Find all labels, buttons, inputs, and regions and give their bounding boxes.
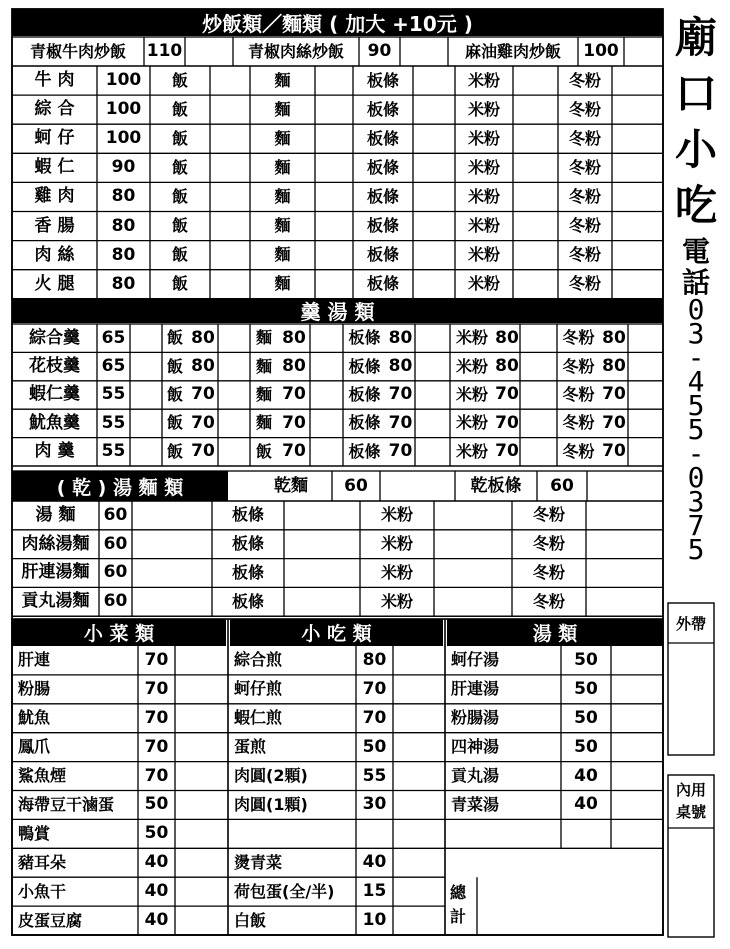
soup-noodle-option-2: 冬粉 bbox=[532, 505, 565, 525]
thick-option-label: 冬粉 bbox=[562, 356, 595, 376]
total-char: 總 bbox=[450, 883, 467, 903]
fried-option-4: 冬粉 bbox=[568, 186, 601, 206]
side-dish-price: 40 bbox=[144, 881, 169, 902]
dinein-label-2: 桌號 bbox=[675, 802, 706, 821]
thick-row-name: 花枝羹 bbox=[29, 356, 80, 377]
thick-option-label: 冬粉 bbox=[562, 328, 595, 348]
fried-row-price: 80 bbox=[111, 273, 136, 294]
snack-price: 55 bbox=[362, 765, 387, 786]
fried-option-1: 麵 bbox=[274, 245, 291, 265]
fried-option-4: 冬粉 bbox=[568, 128, 601, 148]
fried-row-price: 100 bbox=[105, 128, 142, 149]
thick-option-label: 飯 bbox=[166, 356, 183, 376]
special-item-name: 青椒肉絲炒飯 bbox=[247, 41, 344, 61]
soup-noodle-option-1: 米粉 bbox=[380, 562, 413, 582]
thick-option-price: 70 bbox=[191, 384, 215, 405]
fried-row-name: 雞 肉 bbox=[34, 186, 75, 207]
fried-option-1: 麵 bbox=[274, 157, 291, 177]
soup-price: 50 bbox=[574, 649, 598, 670]
snack-price: 15 bbox=[362, 881, 387, 902]
soup-noodle-option-0: 板條 bbox=[231, 591, 264, 611]
dry-rice-noodle-price: 60 bbox=[550, 475, 574, 496]
soup-noodle-header: ( 乾 ) 湯 麵 類 bbox=[12, 471, 228, 501]
thick-soup-header: 羹 湯 類 bbox=[12, 298, 663, 323]
soup-name: 粉腸湯 bbox=[451, 708, 500, 728]
side-dish-name: 粉腸 bbox=[18, 679, 51, 699]
thick-row-price: 55 bbox=[101, 384, 126, 405]
soup-noodle-row-name: 肉絲湯麵 bbox=[21, 533, 90, 554]
soup-noodle-row-price: 60 bbox=[103, 533, 128, 554]
thick-row-name: 綜合羹 bbox=[29, 327, 80, 348]
side-dish-price: 50 bbox=[144, 794, 169, 815]
side-dish-price: 70 bbox=[144, 649, 169, 670]
thick-option-price: 70 bbox=[282, 441, 306, 462]
side-dish-price: 40 bbox=[144, 910, 169, 931]
side-dish-name: 鴨賞 bbox=[18, 823, 51, 843]
fried-option-0: 飯 bbox=[171, 186, 188, 206]
fried-row-name: 火 腿 bbox=[34, 273, 75, 294]
snack-price: 80 bbox=[362, 649, 387, 670]
thick-option-label: 板條 bbox=[348, 328, 381, 348]
soup-noodle-row-price: 60 bbox=[103, 562, 128, 583]
shop-name bbox=[668, 10, 724, 234]
fried-option-3: 米粉 bbox=[467, 99, 500, 119]
fried-option-2: 板條 bbox=[366, 128, 399, 148]
phone-label-char: 電 bbox=[681, 235, 710, 268]
fried-option-1: 麵 bbox=[274, 128, 291, 148]
fried-option-3: 米粉 bbox=[467, 157, 500, 177]
fried-option-3: 米粉 bbox=[467, 274, 500, 294]
fried-option-0: 飯 bbox=[171, 245, 188, 265]
snack-name: 蚵仔煎 bbox=[234, 679, 283, 699]
soup-noodle-row-price: 60 bbox=[103, 591, 128, 612]
thick-option-price: 80 bbox=[191, 356, 215, 377]
fried-row-price: 90 bbox=[111, 157, 136, 178]
fried-option-2: 板條 bbox=[366, 274, 399, 294]
thick-option-label: 麵 bbox=[255, 384, 272, 404]
fried-option-1: 麵 bbox=[274, 274, 291, 294]
phone-digit: 4 bbox=[687, 365, 705, 398]
side-dish-name: 豬耳朵 bbox=[18, 852, 67, 872]
thick-option-price: 70 bbox=[191, 441, 215, 462]
phone-digit: 5 bbox=[687, 389, 705, 422]
fried-option-3: 米粉 bbox=[467, 128, 500, 148]
special-item-name: 麻油雞肉炒飯 bbox=[464, 41, 561, 61]
fried-option-1: 麵 bbox=[274, 216, 291, 236]
snack-name: 綜合煎 bbox=[234, 650, 283, 670]
thick-option-price: 70 bbox=[495, 412, 519, 433]
fried-option-2: 板條 bbox=[366, 245, 399, 265]
fried-option-2: 板條 bbox=[366, 99, 399, 119]
sides-header: 小 菜 類 bbox=[12, 619, 226, 646]
thick-option-label: 板條 bbox=[348, 384, 381, 404]
soup-noodle-row-name: 貢丸湯麵 bbox=[21, 591, 90, 612]
dry-noodle-price: 60 bbox=[344, 475, 368, 496]
fried-option-3: 米粉 bbox=[467, 70, 500, 90]
thick-option-price: 70 bbox=[388, 412, 413, 433]
takeout-label: 外帶 bbox=[675, 614, 706, 633]
thick-option-label: 板條 bbox=[348, 356, 381, 376]
soup-price: 50 bbox=[574, 678, 598, 699]
thick-option-price: 70 bbox=[388, 441, 413, 462]
side-dish-price: 70 bbox=[144, 736, 169, 757]
fried-row-name: 牛 肉 bbox=[34, 70, 75, 91]
thick-option-price: 70 bbox=[282, 412, 306, 433]
fried-option-0: 飯 bbox=[171, 99, 188, 119]
snack-price: 10 bbox=[362, 910, 387, 931]
phone-digit: 0 bbox=[687, 461, 705, 494]
soup-name: 肝連湯 bbox=[451, 679, 500, 699]
soup-noodle-option-1: 米粉 bbox=[380, 534, 413, 554]
thick-row-price: 55 bbox=[101, 441, 126, 462]
fried-option-3: 米粉 bbox=[467, 245, 500, 265]
thick-option-label: 飯 bbox=[166, 328, 183, 348]
special-item-price: 110 bbox=[146, 41, 183, 61]
soup-noodle-option-2: 冬粉 bbox=[532, 534, 565, 554]
snack-price: 50 bbox=[362, 736, 387, 757]
soup-name: 貢丸湯 bbox=[451, 766, 500, 786]
side-dish-name: 鯊魚煙 bbox=[18, 766, 67, 786]
soup-noodle-row-price: 60 bbox=[103, 504, 128, 525]
phone-digit: 0 bbox=[687, 293, 705, 326]
fried-option-0: 飯 bbox=[171, 216, 188, 236]
snacks-header: 小 吃 類 bbox=[230, 619, 443, 646]
fried-option-1: 麵 bbox=[274, 186, 291, 206]
fried-option-3: 米粉 bbox=[467, 216, 500, 236]
thick-option-price: 70 bbox=[602, 384, 626, 405]
fried-option-2: 板條 bbox=[366, 186, 399, 206]
thick-row-name: 肉 羹 bbox=[34, 441, 75, 462]
thick-row-price: 55 bbox=[101, 412, 126, 433]
special-item-price: 90 bbox=[367, 41, 392, 61]
thick-option-label: 麵 bbox=[255, 328, 272, 348]
thick-option-price: 80 bbox=[388, 327, 413, 348]
soup-noodle-option-2: 冬粉 bbox=[532, 591, 565, 611]
side-dish-name: 海帶豆干滷蛋 bbox=[18, 794, 115, 814]
fried-option-2: 板條 bbox=[366, 157, 399, 177]
side-dish-name: 小魚干 bbox=[18, 881, 67, 901]
thick-row-name: 魷魚羹 bbox=[29, 412, 80, 433]
snack-name: 白飯 bbox=[234, 910, 267, 930]
thick-option-label: 飯 bbox=[166, 413, 183, 433]
fried-row-price: 100 bbox=[105, 70, 142, 91]
soup-noodle-option-2: 冬粉 bbox=[532, 562, 565, 582]
thick-option-label: 米粉 bbox=[455, 441, 488, 461]
thick-row-price: 65 bbox=[101, 327, 126, 348]
thick-option-label: 麵 bbox=[255, 356, 272, 376]
thick-option-price: 70 bbox=[602, 412, 626, 433]
fried-option-4: 冬粉 bbox=[568, 99, 601, 119]
thick-option-price: 80 bbox=[282, 356, 306, 377]
snack-name: 蝦仁煎 bbox=[234, 708, 283, 728]
fried-row-name: 蝦 仁 bbox=[34, 157, 75, 178]
fried-option-3: 米粉 bbox=[467, 186, 500, 206]
thick-option-price: 80 bbox=[495, 356, 519, 377]
fried-row-name: 肉 絲 bbox=[34, 244, 75, 265]
snack-name: 蛋煎 bbox=[234, 737, 267, 757]
snack-price: 40 bbox=[362, 852, 387, 873]
special-item-name: 青椒牛肉炒飯 bbox=[29, 41, 126, 61]
thick-option-price: 80 bbox=[191, 327, 215, 348]
phone-label-char: 話 bbox=[681, 266, 710, 299]
fried-row-name: 綜 合 bbox=[34, 99, 75, 120]
fried-option-0: 飯 bbox=[171, 70, 188, 90]
fried-row-price: 80 bbox=[111, 244, 136, 265]
dry-noodle-name: 乾麵 bbox=[274, 475, 308, 496]
phone-block bbox=[672, 235, 720, 566]
shop-name-char: 廟 bbox=[674, 13, 717, 62]
side-dish-price: 70 bbox=[144, 707, 169, 728]
thick-option-price: 70 bbox=[191, 412, 215, 433]
thick-row-price: 65 bbox=[101, 356, 126, 377]
fried-option-0: 飯 bbox=[171, 274, 188, 294]
thick-option-price: 70 bbox=[282, 384, 306, 405]
thick-option-price: 80 bbox=[602, 327, 626, 348]
thick-option-label: 米粉 bbox=[455, 413, 488, 433]
soup-noodle-option-1: 米粉 bbox=[380, 591, 413, 611]
thick-option-label: 冬粉 bbox=[562, 384, 595, 404]
thick-option-label: 米粉 bbox=[455, 384, 488, 404]
snack-price: 70 bbox=[362, 707, 387, 728]
thick-option-label: 米粉 bbox=[455, 328, 488, 348]
soup-name: 青菜湯 bbox=[451, 794, 500, 814]
total-char: 計 bbox=[450, 907, 467, 927]
soup-noodle-option-0: 板條 bbox=[231, 505, 264, 525]
thick-option-label: 飯 bbox=[166, 441, 183, 461]
fried-option-2: 板條 bbox=[366, 216, 399, 236]
shop-name-char: 吃 bbox=[674, 181, 717, 230]
fried-row-name: 蚵 仔 bbox=[34, 128, 75, 149]
fried-option-4: 冬粉 bbox=[568, 245, 601, 265]
thick-option-label: 冬粉 bbox=[562, 413, 595, 433]
shop-name-char: 口 bbox=[674, 69, 717, 118]
phone-digit: 5 bbox=[687, 413, 705, 446]
side-dish-name: 鳳爪 bbox=[18, 737, 51, 757]
soup-noodle-row-name: 肝連湯麵 bbox=[21, 562, 90, 583]
fried-option-0: 飯 bbox=[171, 157, 188, 177]
side-dish-price: 70 bbox=[144, 765, 169, 786]
fried-option-4: 冬粉 bbox=[568, 70, 601, 90]
side-dish-name: 魷魚 bbox=[18, 708, 51, 728]
thick-row-name: 蝦仁羹 bbox=[29, 384, 80, 405]
thick-option-price: 80 bbox=[602, 356, 626, 377]
snack-price: 70 bbox=[362, 678, 387, 699]
dry-rice-noodle-name: 乾板條 bbox=[470, 475, 522, 496]
fried-option-2: 板條 bbox=[366, 70, 399, 90]
soup-noodle-option-0: 板條 bbox=[231, 534, 264, 554]
snack-name: 荷包蛋(全/半) bbox=[234, 881, 335, 901]
thick-option-price: 80 bbox=[495, 327, 519, 348]
fried-option-1: 麵 bbox=[274, 70, 291, 90]
side-dish-price: 50 bbox=[144, 823, 169, 844]
thick-option-label: 冬粉 bbox=[562, 441, 595, 461]
thick-option-label: 飯 bbox=[166, 384, 183, 404]
soup-noodle-row-name: 湯 麵 bbox=[35, 504, 76, 525]
soup-price: 50 bbox=[574, 707, 598, 728]
fried-row-price: 80 bbox=[111, 215, 136, 236]
phone-digit: 7 bbox=[687, 509, 705, 542]
special-item-price: 100 bbox=[583, 41, 619, 61]
fried-option-4: 冬粉 bbox=[568, 216, 601, 236]
phone-digit: 3 bbox=[687, 485, 705, 518]
soup-price: 40 bbox=[574, 794, 598, 815]
total-label bbox=[450, 881, 474, 929]
soup-noodle-option-0: 板條 bbox=[231, 562, 264, 582]
thick-option-price: 70 bbox=[495, 384, 519, 405]
phone-digit: - bbox=[687, 341, 705, 374]
fried-row-price: 80 bbox=[111, 186, 136, 207]
phone-digit: - bbox=[687, 437, 705, 470]
snack-name: 燙青菜 bbox=[234, 852, 283, 872]
thick-option-price: 70 bbox=[495, 441, 519, 462]
soup-name: 四神湯 bbox=[451, 737, 500, 757]
thick-option-label: 板條 bbox=[348, 441, 381, 461]
thick-option-label: 麵 bbox=[255, 413, 272, 433]
fried-option-0: 飯 bbox=[171, 128, 188, 148]
phone-digit: 5 bbox=[687, 533, 705, 566]
fried-option-1: 麵 bbox=[274, 99, 291, 119]
fried-option-4: 冬粉 bbox=[568, 157, 601, 177]
fried-section-header: 炒飯類／麵類 ( 加大 +10元 ) bbox=[12, 9, 663, 36]
side-dish-price: 70 bbox=[144, 678, 169, 699]
thick-option-label: 板條 bbox=[348, 413, 381, 433]
shop-name-char: 小 bbox=[674, 125, 717, 174]
soups-header: 湯 類 bbox=[447, 619, 663, 646]
snack-price: 30 bbox=[362, 794, 387, 815]
side-dish-price: 40 bbox=[144, 852, 169, 873]
side-dish-name: 肝連 bbox=[18, 650, 51, 670]
snack-name: 肉圓(2顆) bbox=[234, 766, 308, 786]
thick-option-price: 80 bbox=[282, 327, 306, 348]
thick-option-label: 飯 bbox=[255, 441, 272, 461]
soup-noodle-option-1: 米粉 bbox=[380, 505, 413, 525]
fried-row-price: 100 bbox=[105, 99, 142, 120]
soup-price: 40 bbox=[574, 765, 598, 786]
soup-name: 蚵仔湯 bbox=[451, 650, 500, 670]
side-dish-name: 皮蛋豆腐 bbox=[18, 910, 83, 930]
thick-option-price: 70 bbox=[388, 384, 413, 405]
fried-row-name: 香 腸 bbox=[34, 215, 75, 236]
snack-name: 肉圓(1顆) bbox=[234, 794, 308, 814]
fried-option-4: 冬粉 bbox=[568, 274, 601, 294]
dinein-label-1: 內用 bbox=[675, 780, 706, 799]
thick-option-price: 80 bbox=[388, 356, 413, 377]
thick-option-label: 米粉 bbox=[455, 356, 488, 376]
soup-price: 50 bbox=[574, 736, 598, 757]
thick-option-price: 70 bbox=[602, 441, 626, 462]
phone-digit: 3 bbox=[687, 317, 705, 350]
